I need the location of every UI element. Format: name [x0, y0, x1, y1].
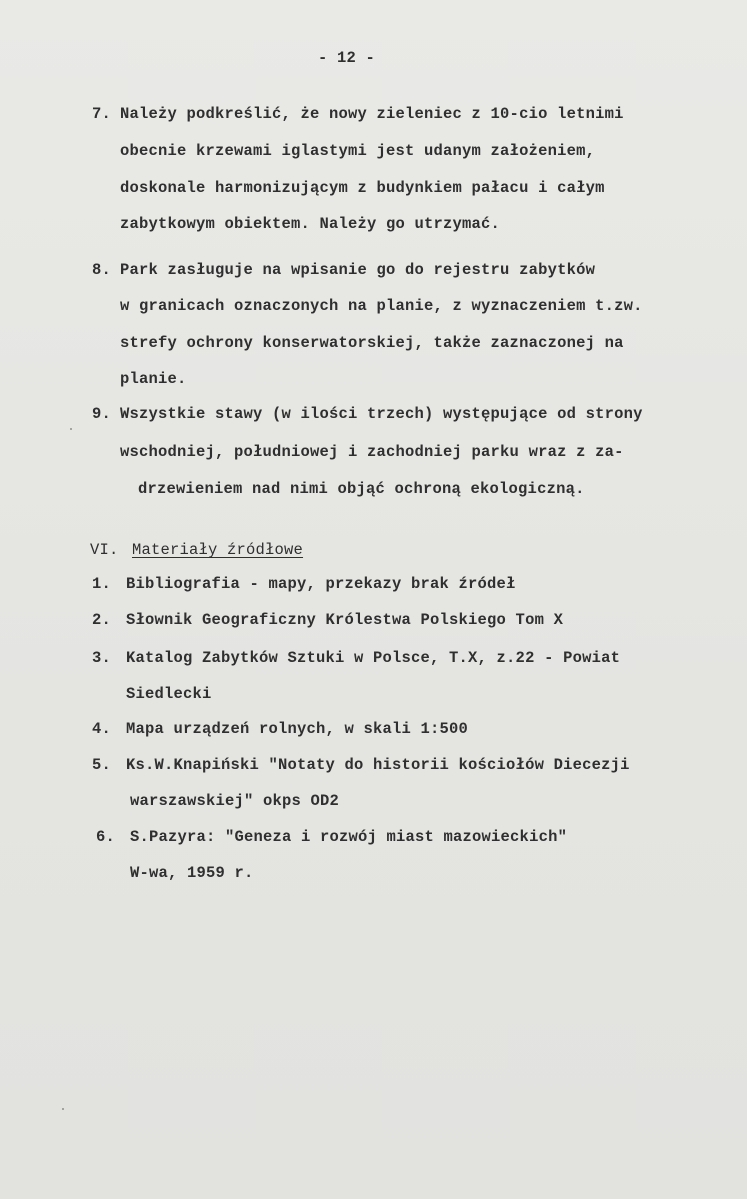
- point-9-line-2: wschodniej, południowej i zachodniej parku wraz z za-: [120, 443, 624, 461]
- paper-speck: [70, 428, 72, 430]
- source-3-line-1: Katalog Zabytków Sztuki w Polsce, T.X, z.22 - Powiat: [126, 649, 621, 667]
- section-title: Materiały źródłowe: [132, 541, 304, 559]
- point-8-line-2: w granicach oznaczonych na planie, z wyznaczeniem t.zw.: [120, 297, 643, 315]
- source-5-line-1: Ks.W.Knapiński "Notaty do historii kościołów Diecezji: [126, 756, 630, 774]
- point-9-line-1: Wszystkie stawy (w ilości trzech) występujące od strony: [120, 405, 643, 423]
- point-7-line-4: zabytkowym obiektem. Należy go utrzymać.: [120, 215, 501, 233]
- source-5-line-2: warszawskiej" okps OD2: [130, 792, 340, 810]
- point-7-number: 7.: [92, 105, 112, 123]
- point-8-line-4: planie.: [120, 370, 187, 388]
- source-1-number: 1.: [92, 575, 112, 593]
- point-9-line-3: drzewieniem nad nimi objąć ochroną ekologiczną.: [138, 480, 585, 498]
- source-3-line-2: Siedlecki: [126, 685, 212, 703]
- page-number: - 12 -: [318, 49, 376, 67]
- point-7-line-2: obecnie krzewami iglastymi jest udanym założeniem,: [120, 142, 596, 160]
- source-6-number: 6.: [96, 828, 116, 846]
- point-9-number: 9.: [92, 405, 112, 423]
- point-8-line-1: Park zasługuje na wpisanie go do rejestru zabytków: [120, 261, 596, 279]
- paper-speck: [62, 1108, 64, 1110]
- point-8-number: 8.: [92, 261, 112, 279]
- source-1-line-1: Bibliografia - mapy, przekazy brak źródeł: [126, 575, 516, 593]
- source-2-line-1: Słownik Geograficzny Królestwa Polskiego Tom X: [126, 611, 564, 629]
- source-4-number: 4.: [92, 720, 112, 738]
- point-7-line-3: doskonale harmonizującym z budynkiem pałacu i całym: [120, 179, 605, 197]
- source-6-line-1: S.Pazyra: "Geneza i rozwój miast mazowieckich": [130, 828, 568, 846]
- source-6-line-2: W-wa, 1959 r.: [130, 864, 254, 882]
- source-5-number: 5.: [92, 756, 112, 774]
- point-7-line-1: Należy podkreślić, że nowy zieleniec z 10-cio letnimi: [120, 105, 624, 123]
- source-2-number: 2.: [92, 611, 112, 629]
- point-8-line-3: strefy ochrony konserwatorskiej, także zaznaczonej na: [120, 334, 624, 352]
- source-3-number: 3.: [92, 649, 112, 667]
- source-4-line-1: Mapa urządzeń rolnych, w skali 1:500: [126, 720, 469, 738]
- section-number: VI.: [90, 541, 119, 559]
